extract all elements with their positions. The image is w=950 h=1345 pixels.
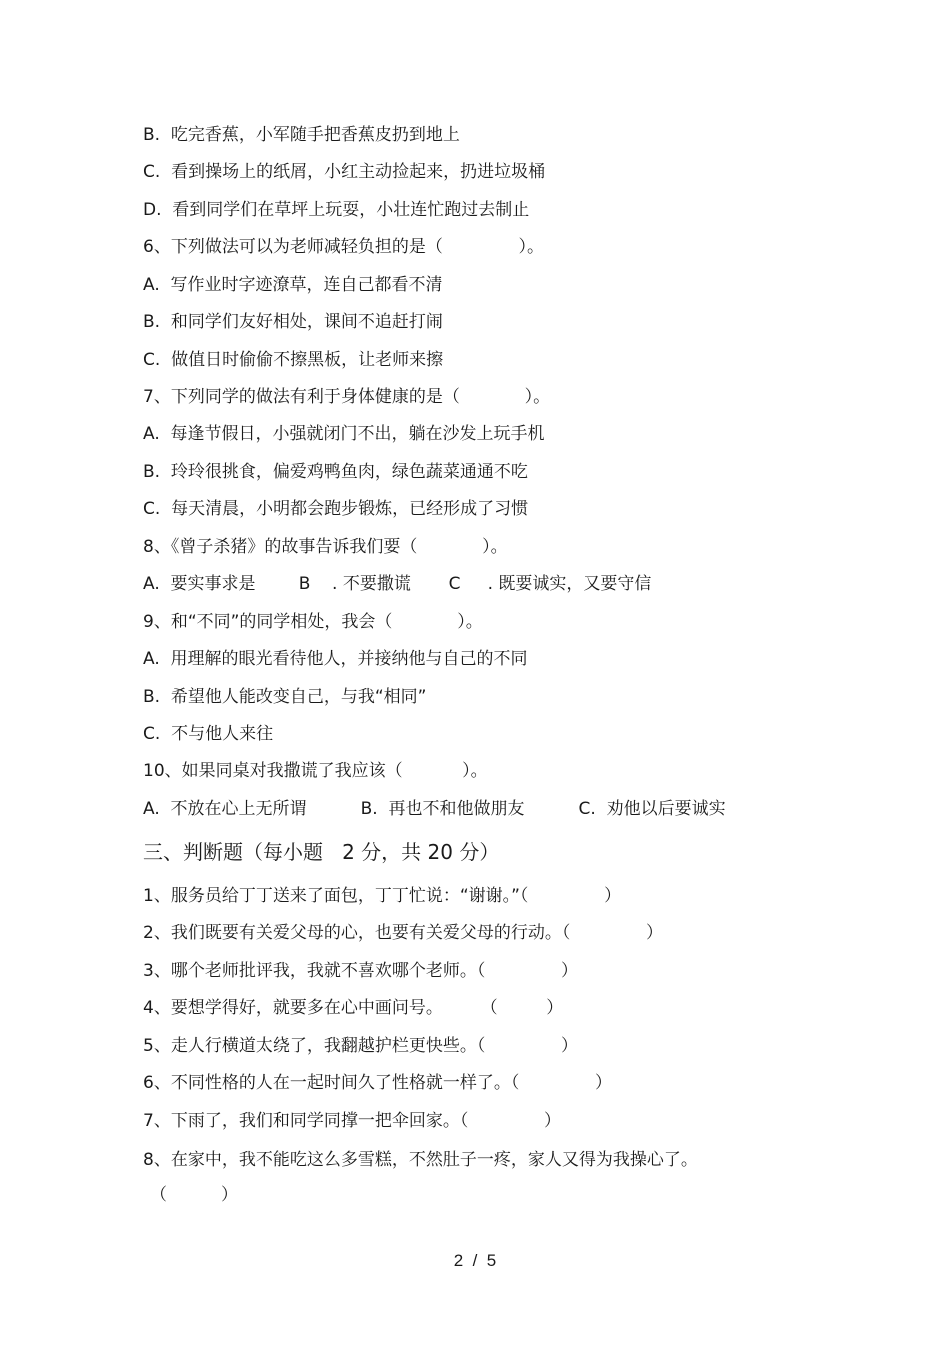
option-line: B. 玲玲很挑食，偏爱鸡鸭鱼肉，绿色蔬菜通通不吃 (143, 462, 528, 482)
text-line: D. 看到同学们在草坪上玩耍，小壮连忙跑过去制止 (143, 200, 530, 220)
judgment-line: 6、不同性格的人在一起时间久了性格就一样了。（ ） (143, 1073, 612, 1093)
judgment-line: 8、在家中，我不能吃这么多雪糕，不然肚子一疼，家人又得为我操心了。 (143, 1150, 698, 1170)
option-line: C. 做值日时偷偷不擦黑板，让老师来擦 (143, 350, 444, 370)
judgment-line: 4、要想学得好，就要多在心中画问号。 （ ） (143, 998, 564, 1018)
text-line: B. 吃完香蕉，小军随手把香蕉皮扔到地上 (143, 125, 460, 145)
judgment-line: 1、服务员给丁丁送来了面包，丁丁忙说：“谢谢。”（ ） (143, 886, 622, 906)
question-line: 8、《曾子杀猪》的故事告诉我们要（ ）。 (143, 537, 508, 557)
option-line: A. 用理解的眼光看待他人，并接纳他与自己的不同 (143, 649, 528, 669)
answer-blank: （ ） (150, 1185, 239, 1205)
option-line: A. 每逢节假日，小强就闭门不出，躺在沙发上玩手机 (143, 424, 545, 444)
text-line: C. 看到操场上的纸屑，小红主动捡起来，扔进垃圾桶 (143, 162, 546, 182)
judgment-line: 7、下雨了，我们和同学同撑一把伞回家。（ ） (143, 1111, 561, 1131)
question-line: 9、和“不同”的同学相处，我会（ ）。 (143, 612, 483, 632)
option-line: A. 写作业时字迹潦草，连自己都看不清 (143, 275, 443, 295)
option-line: C. 每天清晨，小明都会跑步锻炼，已经形成了习惯 (143, 499, 529, 519)
option-line: B. 和同学们友好相处，课间不追赶打闹 (143, 312, 443, 332)
option-line: B. 希望他人能改变自己，与我“相同” (143, 687, 427, 707)
option-line: A. 不放在心上无所谓 B. 再也不和他做朋友 C. 劝他以后要诚实 (143, 799, 726, 819)
question-line: 6、下列做法可以为老师减轻负担的是（ ）。 (143, 237, 544, 257)
judgment-line: 3、哪个老师批评我，我就不喜欢哪个老师。（ ） (143, 961, 578, 981)
judgment-line: 2、我们既要有关爱父母的心，也要有关爱父母的行动。（ ） (143, 923, 663, 943)
question-line: 7、下列同学的做法有利于身体健康的是（ ）。 (143, 387, 551, 407)
question-line: 10、如果同桌对我撒谎了我应该（ ）。 (143, 761, 488, 781)
section-heading: 三、判断题（每小题 2 分，共 20 分） (143, 840, 500, 864)
judgment-line: 5、走人行横道太绕了，我翻越护栏更快些。（ ） (143, 1036, 578, 1056)
page-indicator: 2 / 5 (453, 1251, 497, 1270)
option-line: C. 不与他人来往 (143, 724, 274, 744)
option-line: A. 要实事求是 B . 不要撒谎 C . 既要诚实，又要守信 (143, 574, 652, 594)
